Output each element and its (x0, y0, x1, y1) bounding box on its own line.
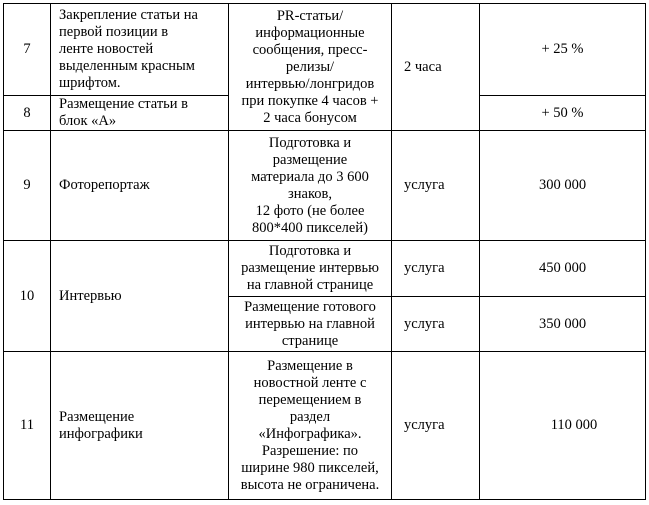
service-name: Размещение инфографики (51, 352, 229, 500)
service-unit: услуга (392, 352, 480, 500)
table-row (4, 352, 646, 500)
table-row (4, 241, 646, 297)
service-unit: услуга (392, 297, 480, 352)
service-unit: услуга (392, 241, 480, 297)
service-price: 350 000 (480, 297, 646, 352)
row-number: 9 (4, 131, 51, 241)
service-name: Размещение статьи в блок «А» (51, 96, 229, 131)
service-price: 450 000 (480, 241, 646, 297)
table-row (4, 131, 646, 241)
row-number: 7 (4, 4, 51, 96)
service-description: Размещение готового интервью на главной странице (229, 297, 392, 352)
service-description: Размещение в новостной ленте с перемещением в раздел «Инфографика». Разрешение: по ширине 980 пикселей, высота не ограничена. (229, 352, 392, 500)
service-price: 300 000 (480, 131, 646, 241)
service-name: Интервью (51, 241, 229, 352)
service-name: Фоторепортаж (51, 131, 229, 241)
row-number: 10 (4, 241, 51, 352)
table-row (4, 4, 646, 96)
row-number: 11 (4, 352, 51, 500)
service-price: + 25 % (480, 4, 646, 96)
service-description: Подготовка и размещение интервью на главной странице (229, 241, 392, 297)
service-name: Закрепление статьи на первой позиции в ленте новостей выделенным красным шрифтом. (51, 4, 229, 96)
service-price: 110 000 (480, 352, 646, 500)
service-unit: услуга (392, 131, 480, 241)
service-unit: 2 часа (392, 4, 480, 131)
service-price: + 50 % (480, 96, 646, 131)
price-table (3, 3, 646, 500)
service-description: Подготовка и размещение материала до 3 600 знаков, 12 фото (не более 800*400 пикселей) (229, 131, 392, 241)
service-description: PR-статьи/ информационные сообщения, пресс- релизы/ интервью/лонгридов при покупке 4 часов + 2 часа бонусом (229, 4, 392, 131)
row-number: 8 (4, 96, 51, 131)
